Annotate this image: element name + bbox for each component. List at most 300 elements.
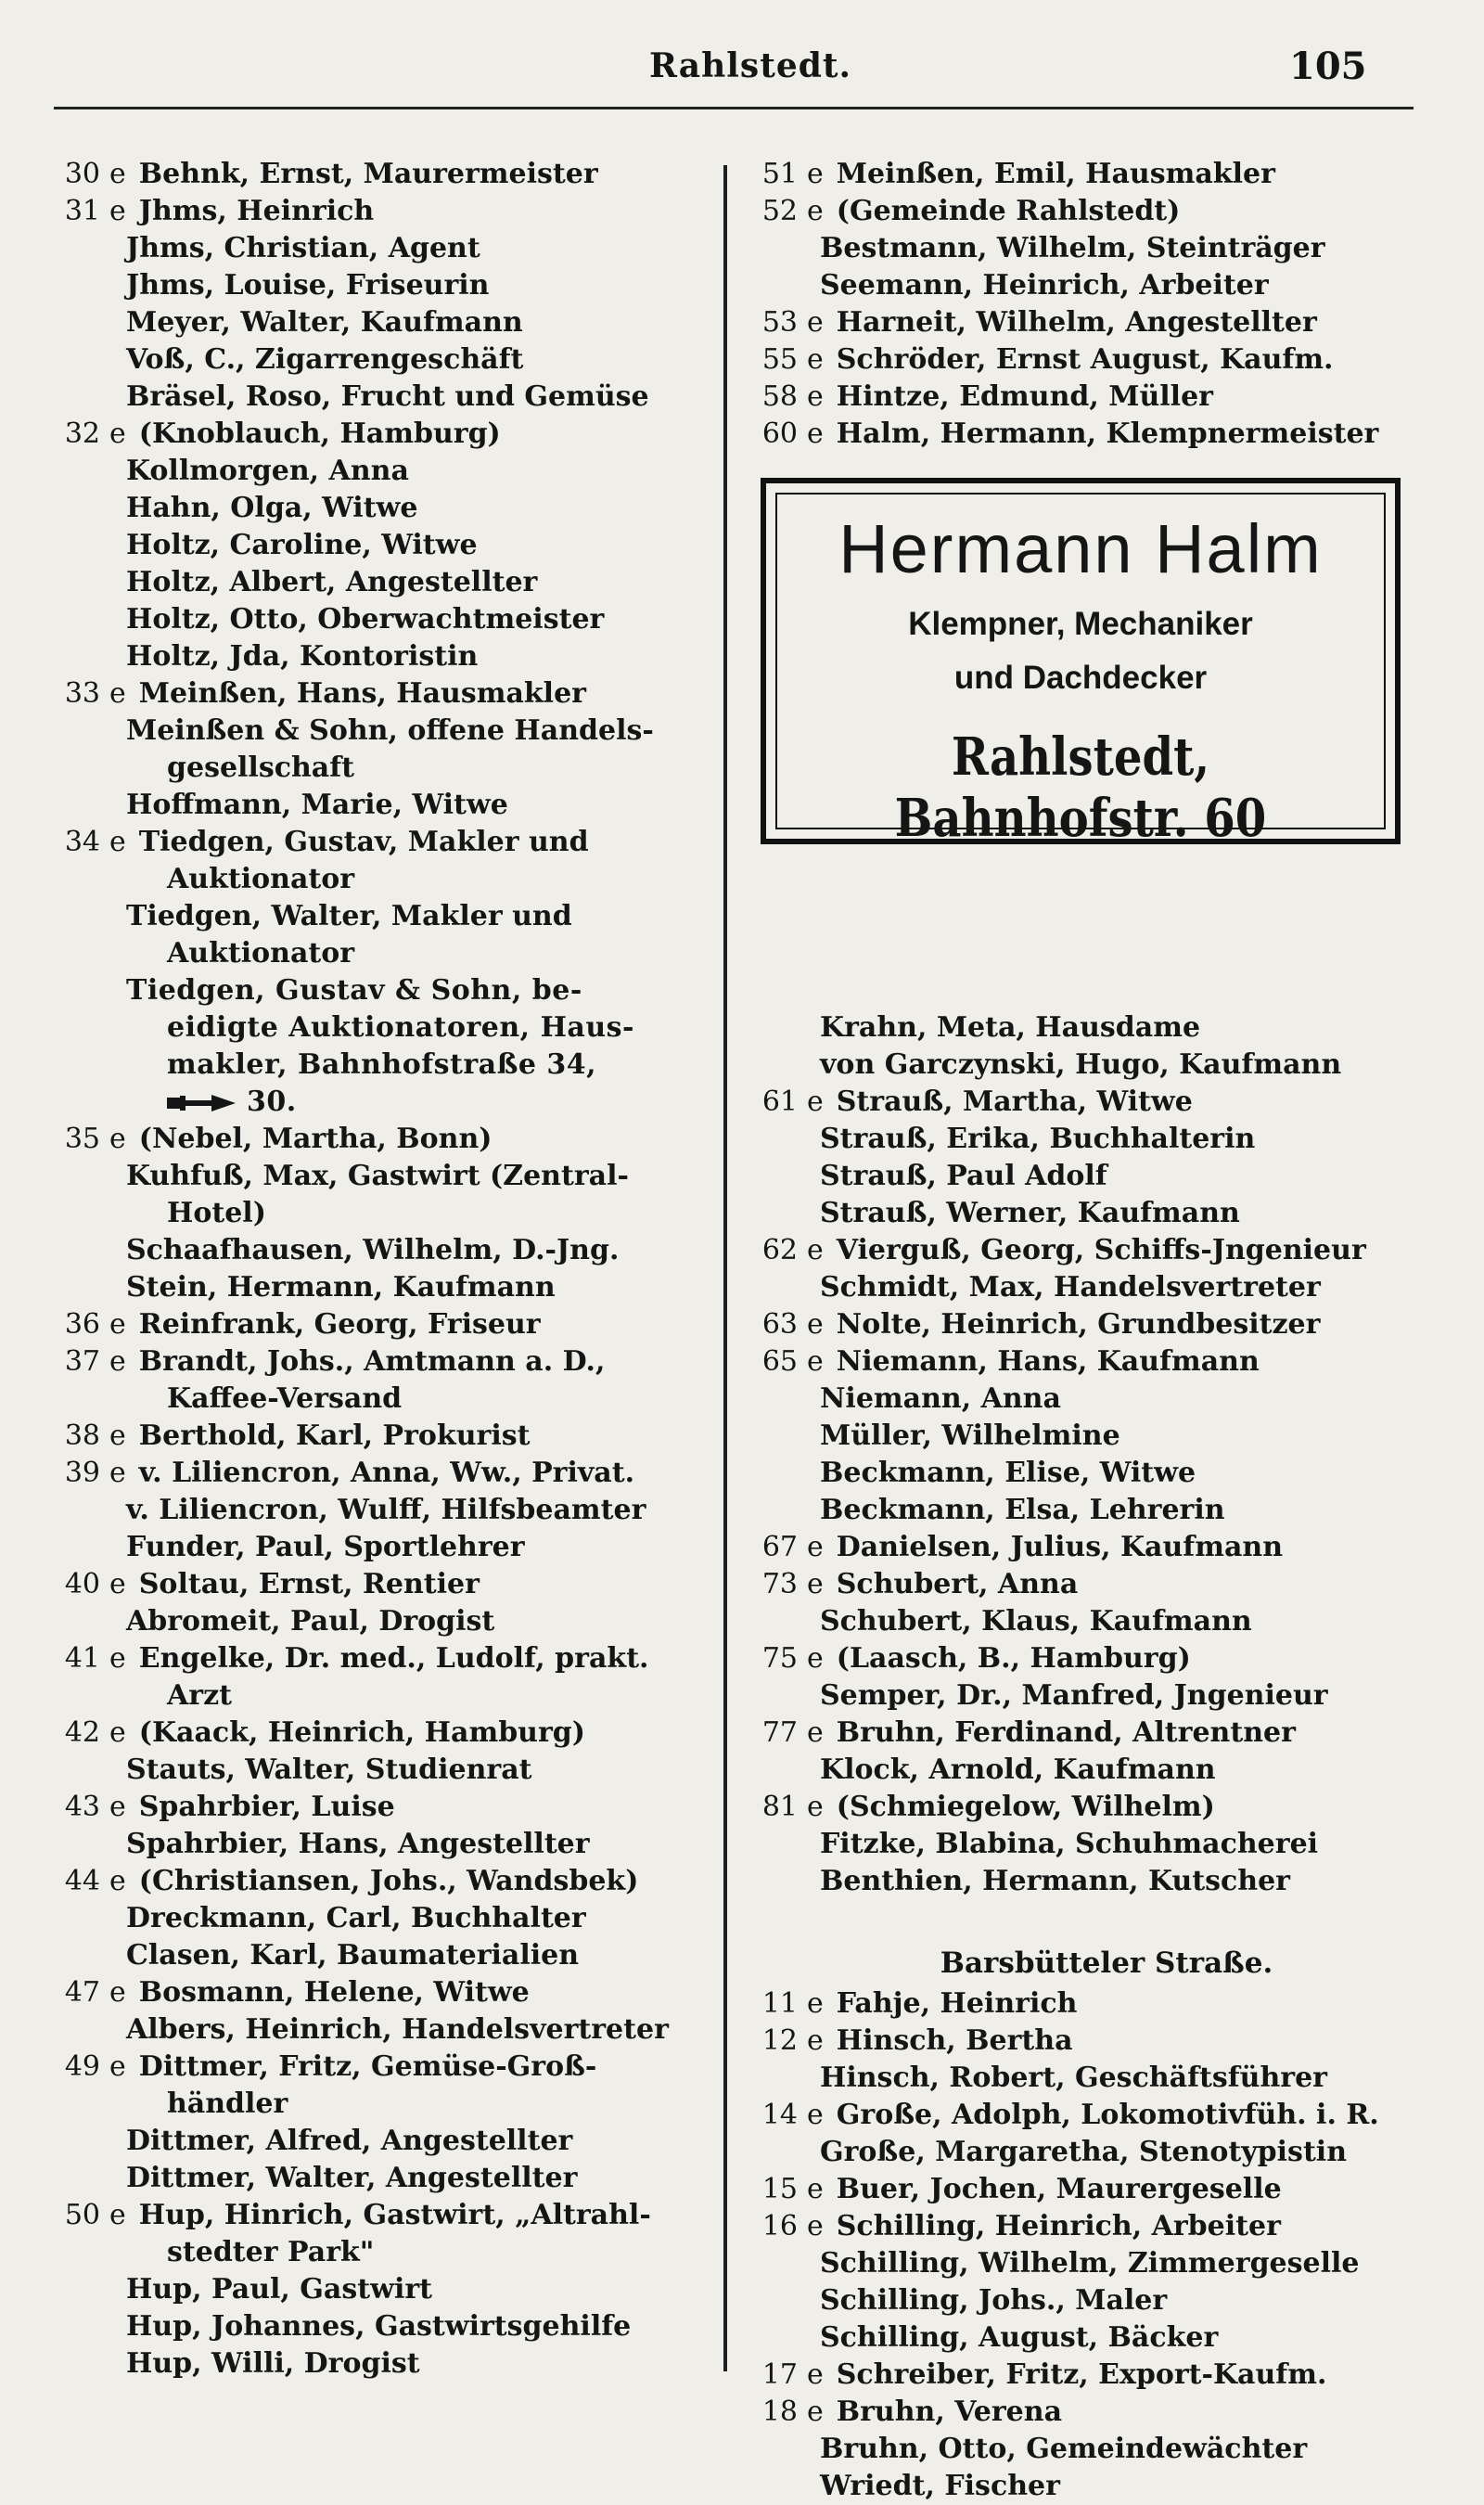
entry-marker: e [109, 1457, 126, 1489]
directory-entry [52, 1715, 716, 1752]
directory-entry [52, 750, 716, 787]
entry-text: Spahrbier, Hans, Angestellter [126, 1828, 590, 1860]
directory-entry [749, 1084, 1426, 1121]
directory-entry [749, 1789, 1426, 1826]
directory-entry [52, 1232, 716, 1269]
entry-text: Strauß, Martha, Witwe [836, 1086, 1193, 1118]
entry-text: Dittmer, Alfred, Angestellter [126, 2125, 573, 2157]
left-column [52, 156, 716, 2383]
entry-text: Bestmann, Wilhelm, Steinträger [820, 232, 1325, 264]
house-number: 39 [64, 1457, 100, 1489]
directory-entry [52, 787, 716, 824]
house-number: 33 [64, 677, 100, 710]
entry-text: Dittmer, Fritz, Gemüse-Groß- [138, 2050, 597, 2083]
house-number: 16 [761, 2210, 798, 2242]
house-number: 62 [761, 1234, 798, 1266]
house-number: 60 [761, 418, 798, 450]
house-number: 15 [761, 2173, 798, 2205]
entry-text: Meinßen, Emil, Hausmakler [836, 158, 1275, 190]
entry-text: Bruhn, Verena [836, 2396, 1063, 2428]
entry-text: Halm, Hermann, Klempnermeister [836, 418, 1379, 450]
entry-text: Kollmorgen, Anna [126, 455, 409, 487]
directory-entry [749, 1381, 1426, 1418]
entry-marker: e [807, 1086, 824, 1118]
entry-text: Hoffmann, Marie, Witwe [126, 789, 508, 821]
directory-entry [749, 2468, 1426, 2505]
entry-text: Klock, Arnold, Kaufmann [820, 1754, 1216, 1786]
entry-text: Große, Margaretha, Stenotypistin [820, 2136, 1348, 2168]
directory-entry [749, 2097, 1426, 2134]
column-divider [723, 165, 727, 2371]
entry-text: Fitzke, Blabina, Schuhmacherei [820, 1828, 1319, 1860]
directory-entry [749, 379, 1426, 416]
entry-marker: e [109, 195, 126, 227]
directory-entry [749, 193, 1426, 230]
entry-text: Tiedgen, Gustav, Makler und [138, 826, 589, 858]
entry-text: Hinsch, Robert, Geschäftsführer [820, 2062, 1327, 2094]
entry-text: Hup, Paul, Gastwirt [126, 2273, 432, 2306]
directory-entry [749, 2431, 1426, 2468]
house-number: 52 [761, 195, 798, 227]
entry-marker: e [807, 2396, 824, 2428]
house-number: 58 [761, 380, 798, 413]
directory-entry [749, 156, 1426, 193]
house-number: 81 [761, 1791, 798, 1823]
directory-entry [52, 2160, 716, 2197]
entry-text: Berthold, Karl, Prokurist [138, 1420, 531, 1452]
entry-text: Stein, Hermann, Kaufmann [126, 1271, 556, 1304]
entry-text: Hahn, Olga, Witwe [126, 492, 418, 524]
directory-entry [52, 564, 716, 601]
directory-entry [749, 1640, 1426, 1677]
directory-entry [52, 2123, 716, 2160]
house-number: 77 [761, 1716, 798, 1749]
entry-text: Reinfrank, Georg, Friseur [138, 1308, 541, 1341]
entry-text: Jhms, Louise, Friseurin [126, 269, 490, 302]
directory-entry [749, 267, 1426, 304]
entry-text: Schilling, Wilhelm, Zimmergeselle [820, 2247, 1360, 2280]
entry-text: Hup, Willi, Drogist [126, 2347, 420, 2380]
entry-marker: e [807, 158, 824, 190]
entry-text: Meinßen, Hans, Hausmakler [138, 677, 586, 710]
house-number: 38 [64, 1420, 100, 1452]
directory-entry [52, 1381, 716, 1418]
house-number: 14 [761, 2099, 798, 2131]
entry-text: makler, Bahnhofstraße 34, [167, 1048, 597, 1081]
directory-entry [749, 1269, 1426, 1306]
advertisement-name: Hermann Halm [838, 510, 1323, 587]
street-heading: Barsbütteler Straße. [940, 1946, 1273, 1980]
entry-text: Schubert, Klaus, Kaufmann [820, 1605, 1252, 1638]
page-number: 105 [1289, 45, 1367, 88]
advertisement-address: Rahlstedt, Bahnhofstr. 60 [894, 726, 1267, 849]
entry-marker: e [807, 380, 824, 413]
entry-marker: e [807, 1716, 824, 1749]
directory-entry [52, 1195, 716, 1232]
directory-entry [749, 2282, 1426, 2319]
directory-entry [52, 1343, 716, 1381]
entry-text: Fahje, Heinrich [836, 1987, 1078, 2020]
entry-text: Engelke, Dr. med., Ludolf, prakt. [138, 1642, 649, 1675]
entry-text: Buer, Jochen, Maurergeselle [836, 2173, 1282, 2205]
entry-marker: e [807, 343, 824, 376]
entry-text: (Christiansen, Johs., Wandsbek) [138, 1865, 639, 1897]
entry-marker: e [807, 195, 824, 227]
entry-text: Seemann, Heinrich, Arbeiter [820, 269, 1269, 302]
directory-entry [749, 1232, 1426, 1269]
directory-entry [749, 1985, 1426, 2023]
entry-text: (Nebel, Martha, Bonn) [138, 1123, 493, 1155]
entry-text: Funder, Paul, Sportlehrer [126, 1531, 525, 1563]
house-number: 12 [761, 2024, 798, 2057]
house-number: 61 [761, 1086, 798, 1118]
entry-marker: e [807, 1791, 824, 1823]
house-number: 31 [64, 195, 100, 227]
header-rule [54, 107, 1414, 109]
entry-text: (Laasch, B., Hamburg) [836, 1642, 1191, 1675]
entry-marker: e [807, 2210, 824, 2242]
entry-text: Soltau, Ernst, Rentier [138, 1568, 480, 1600]
directory-entry [52, 1603, 716, 1640]
entry-marker: e [109, 1642, 126, 1675]
directory-entry [52, 1306, 716, 1343]
entry-text: v. Liliencron, Anna, Ww., Privat. [138, 1457, 635, 1489]
entry-marker: e [807, 2358, 824, 2391]
entry-text: Kuhfuß, Max, Gastwirt (Zentral- [126, 1160, 629, 1192]
directory-entry [749, 230, 1426, 267]
directory-entry [52, 935, 716, 972]
entry-text: Stauts, Walter, Studienrat [126, 1754, 532, 1786]
entry-marker: e [109, 826, 126, 858]
directory-entry [52, 1974, 716, 2011]
entry-marker: e [109, 158, 126, 190]
entry-text: Meinßen & Sohn, offene Handels- [126, 714, 654, 747]
entry-marker: e [109, 1865, 126, 1897]
entry-marker: e [807, 2099, 824, 2131]
entry-text: Niemann, Anna [820, 1382, 1061, 1415]
entry-text: Spahrbier, Luise [138, 1791, 395, 1823]
directory-entry [749, 1492, 1426, 1529]
entry-text: Kaffee-Versand [167, 1382, 403, 1415]
entry-marker: e [109, 2050, 126, 2083]
directory-entry [52, 898, 716, 935]
directory-entry [52, 341, 716, 379]
entry-marker: e [807, 2173, 824, 2205]
directory-entry [52, 1640, 716, 1677]
entry-text: Hintze, Edmund, Müller [836, 380, 1213, 413]
directory-entry [52, 638, 716, 675]
house-number: 40 [64, 1568, 100, 1600]
house-number: 50 [64, 2199, 100, 2231]
entry-text: gesellschaft [167, 752, 355, 784]
directory-entry [52, 193, 716, 230]
entry-text: v. Liliencron, Wulff, Hilfsbeamter [126, 1494, 646, 1526]
directory-entry [52, 267, 716, 304]
directory-entry [52, 1789, 716, 1826]
entry-text: (Knoblauch, Hamburg) [138, 418, 501, 450]
directory-entry [749, 1047, 1426, 1084]
entry-text: (Kaack, Heinrich, Hamburg) [138, 1716, 585, 1749]
directory-entry [52, 453, 716, 490]
directory-entry [52, 675, 716, 713]
entry-text: Vierguß, Georg, Schiffs-Jngenieur [836, 1234, 1366, 1266]
directory-entry [52, 156, 716, 193]
entry-text: Holtz, Albert, Angestellter [126, 566, 538, 598]
house-number: 32 [64, 418, 100, 450]
house-number: 41 [64, 1642, 100, 1675]
advertisement-trade-line: Klempner, Mechaniker [908, 606, 1253, 642]
directory-entry [52, 1084, 716, 1121]
entry-text: Strauß, Werner, Kaufmann [820, 1197, 1240, 1229]
entry-marker: e [807, 1568, 824, 1600]
entry-marker: e [109, 2199, 126, 2231]
entry-text: Strauß, Paul Adolf [820, 1160, 1107, 1192]
directory-entry [749, 1195, 1426, 1232]
directory-entry [749, 2171, 1426, 2208]
entry-text: Schröder, Ernst August, Kaufm. [836, 343, 1334, 376]
directory-entry [52, 1900, 716, 1937]
entry-text: Harneit, Wilhelm, Angestellter [836, 306, 1317, 339]
house-number: 43 [64, 1791, 100, 1823]
directory-entry [52, 379, 716, 416]
directory-entry [749, 1343, 1426, 1381]
entry-text: Schreiber, Fritz, Export-Kaufm. [836, 2358, 1327, 2391]
directory-entry [52, 416, 716, 453]
entry-text: (Gemeinde Rahlstedt) [836, 195, 1181, 227]
entry-text: Bräsel, Roso, Frucht und Gemüse [126, 380, 649, 413]
directory-entry [52, 1937, 716, 1974]
directory-entry [749, 2394, 1426, 2431]
directory-entry [52, 1826, 716, 1863]
entry-text: Schilling, August, Bäcker [820, 2321, 1219, 2354]
directory-entry [52, 1863, 716, 1900]
house-number: 34 [64, 826, 100, 858]
entry-marker: e [807, 418, 824, 450]
directory-entry [749, 1158, 1426, 1195]
directory-entry [52, 1529, 716, 1566]
entry-text: Hup, Hinrich, Gastwirt, „Altrahl- [138, 2199, 651, 2231]
house-number: 42 [64, 1716, 100, 1749]
entry-text: Brandt, Johs., Amtmann a. D., [138, 1345, 606, 1378]
directory-entry [749, 2208, 1426, 2245]
entry-marker: e [807, 1531, 824, 1563]
entry-text: Dittmer, Walter, Angestellter [126, 2162, 578, 2194]
entry-marker: e [109, 1308, 126, 1341]
directory-entry [52, 972, 716, 1009]
entry-text: Schilling, Johs., Maler [820, 2284, 1168, 2317]
entry-marker: e [807, 1308, 824, 1341]
advertisement-trade-line-2: und Dachdecker [953, 660, 1208, 696]
directory-entry [749, 1121, 1426, 1158]
entry-text: Abromeit, Paul, Drogist [126, 1605, 495, 1638]
directory-entry [52, 824, 716, 861]
directory-entry [52, 1455, 716, 1492]
entry-text: Schilling, Heinrich, Arbeiter [836, 2210, 1281, 2242]
entry-text: Benthien, Hermann, Kutscher [820, 1865, 1290, 1897]
entry-text: Müller, Wilhelmine [820, 1420, 1120, 1452]
directory-entry [749, 416, 1426, 453]
entry-text: Nolte, Heinrich, Grundbesitzer [836, 1308, 1321, 1341]
house-number: 18 [761, 2396, 798, 2428]
house-number: 53 [761, 306, 798, 339]
entry-text: Hotel) [167, 1197, 266, 1229]
directory-entry [52, 527, 716, 564]
directory-entry [52, 1418, 716, 1455]
entry-text: Holtz, Caroline, Witwe [126, 529, 478, 561]
directory-entry [52, 230, 716, 267]
directory-entry [52, 2308, 716, 2345]
entry-text: Hup, Johannes, Gastwirtsgehilfe [126, 2310, 632, 2343]
directory-entry [52, 2197, 716, 2234]
directory-entry [52, 1566, 716, 1603]
entry-text: Schaafhausen, Wilhelm, D.-Jng. [126, 1234, 620, 1266]
directory-entry [749, 1455, 1426, 1492]
entry-marker: e [109, 1420, 126, 1452]
entry-marker: e [807, 2024, 824, 2057]
entry-text: Große, Adolph, Lokomotivfüh. i. R. [836, 2099, 1379, 2131]
entry-text: Semper, Dr., Manfred, Jngenieur [820, 1679, 1328, 1712]
entry-text: Niemann, Hans, Kaufmann [836, 1345, 1260, 1378]
directory-entry [749, 1566, 1426, 1603]
entry-text: Jhms, Heinrich [138, 195, 375, 227]
entry-text: Albers, Heinrich, Handelsvertreter [126, 2013, 669, 2046]
directory-entry [52, 2345, 716, 2383]
house-number: 75 [761, 1642, 798, 1675]
entry-marker: e [807, 1234, 824, 1266]
directory-entry [749, 1009, 1426, 1047]
house-number: 51 [761, 158, 798, 190]
house-number: 17 [761, 2358, 798, 2391]
directory-entry [749, 1715, 1426, 1752]
house-number: 49 [64, 2050, 100, 2083]
entry-text: Bosmann, Helene, Witwe [138, 1976, 530, 2009]
entry-text: Jhms, Christian, Agent [126, 232, 480, 264]
entry-text: Bruhn, Ferdinand, Altrentner [836, 1716, 1296, 1749]
entry-text: Auktionator [167, 863, 355, 895]
entry-text: Voß, C., Zigarrengeschäft [126, 343, 524, 376]
directory-entry [52, 713, 716, 750]
entry-text: 30. [247, 1086, 297, 1118]
directory-entry [749, 1863, 1426, 1900]
house-number: 47 [64, 1976, 100, 2009]
directory-entry [749, 1677, 1426, 1715]
entry-text: Bruhn, Otto, Gemeindewächter [820, 2433, 1308, 2465]
telephone-pointer-icon [167, 1093, 237, 1113]
house-number: 36 [64, 1308, 100, 1341]
entry-marker: e [109, 1568, 126, 1600]
directory-entry [749, 1418, 1426, 1455]
entry-text: Danielsen, Julius, Kaufmann [836, 1531, 1284, 1563]
entry-marker: e [807, 306, 824, 339]
entry-text: Meyer, Walter, Kaufmann [126, 306, 523, 339]
directory-entry [52, 1009, 716, 1047]
entry-text: Holtz, Jda, Kontoristin [126, 640, 479, 673]
advertisement-hermann-halm [761, 478, 1401, 849]
house-number: 44 [64, 1865, 100, 1897]
entry-text: Clasen, Karl, Baumaterialien [126, 1939, 580, 1972]
directory-entry [749, 2319, 1426, 2357]
entry-text: Behnk, Ernst, Maurermeister [138, 158, 598, 190]
directory-entry [749, 2023, 1426, 2060]
house-number: 55 [761, 343, 798, 376]
entry-marker: e [109, 418, 126, 450]
directory-entry [749, 1826, 1426, 1863]
entry-marker: e [109, 677, 126, 710]
entry-marker: e [807, 1345, 824, 1378]
directory-entry [52, 2234, 716, 2271]
entry-marker: e [109, 1791, 126, 1823]
directory-entry [749, 2357, 1426, 2394]
directory-entry [52, 1492, 716, 1529]
entry-marker: e [109, 1716, 126, 1749]
directory-entry [749, 304, 1426, 341]
entry-text: Auktionator [167, 937, 355, 970]
house-number: 65 [761, 1345, 798, 1378]
directory-entry [52, 1158, 716, 1195]
entry-text: Hinsch, Bertha [836, 2024, 1073, 2057]
directory-entry [749, 2245, 1426, 2282]
directory-entry [749, 2060, 1426, 2097]
directory-entry [52, 861, 716, 898]
entry-text: Strauß, Erika, Buchhalterin [820, 1123, 1256, 1155]
house-number: 63 [761, 1308, 798, 1341]
entry-text: Schubert, Anna [836, 1568, 1079, 1600]
entry-text: eidigte Auktionatoren, Haus- [167, 1011, 635, 1044]
house-number: 11 [761, 1987, 798, 2020]
entry-text: Holtz, Otto, Oberwachtmeister [126, 603, 605, 636]
directory-entry [52, 490, 716, 527]
entry-marker: e [807, 1642, 824, 1675]
directory-entry [52, 1121, 716, 1158]
entry-text: Beckmann, Elise, Witwe [820, 1457, 1196, 1489]
house-number: 37 [64, 1345, 100, 1378]
entry-text: stedter Park" [167, 2236, 375, 2268]
section-spacer [749, 1900, 1426, 1941]
entry-text: von Garczynski, Hugo, Kaufmann [820, 1048, 1342, 1081]
entry-text: Wriedt, Fischer [820, 2470, 1060, 2502]
directory-entry [52, 2271, 716, 2308]
directory-entry [749, 1306, 1426, 1343]
entry-text: Schmidt, Max, Handelsvertreter [820, 1271, 1321, 1304]
directory-entry [749, 1752, 1426, 1789]
entry-marker: e [109, 1345, 126, 1378]
entry-text: Arzt [167, 1679, 232, 1712]
directory-entry [749, 2134, 1426, 2171]
directory-entry [52, 304, 716, 341]
entry-text: Krahn, Meta, Hausdame [820, 1011, 1201, 1044]
directory-entry [52, 1047, 716, 1084]
entry-marker: e [109, 1123, 126, 1155]
entry-text: (Schmiegelow, Wilhelm) [836, 1791, 1215, 1823]
entry-text: Tiedgen, Walter, Makler und [126, 900, 572, 932]
directory-entry [749, 1603, 1426, 1640]
directory-entry [52, 1269, 716, 1306]
entry-text: händler [167, 2088, 288, 2120]
house-number: 35 [64, 1123, 100, 1155]
directory-entry [749, 1529, 1426, 1566]
directory-entry [52, 2086, 716, 2123]
page-header-title: Rahlstedt. [649, 46, 852, 85]
directory-entry [52, 1677, 716, 1715]
directory-entry [52, 601, 716, 638]
entry-text: Beckmann, Elsa, Lehrerin [820, 1494, 1225, 1526]
entry-marker: e [109, 1976, 126, 2009]
directory-entry [52, 2011, 716, 2049]
directory-entry [52, 2049, 716, 2086]
house-number: 30 [64, 158, 100, 190]
entry-text: Dreckmann, Carl, Buchhalter [126, 1902, 586, 1934]
house-number: 67 [761, 1531, 798, 1563]
